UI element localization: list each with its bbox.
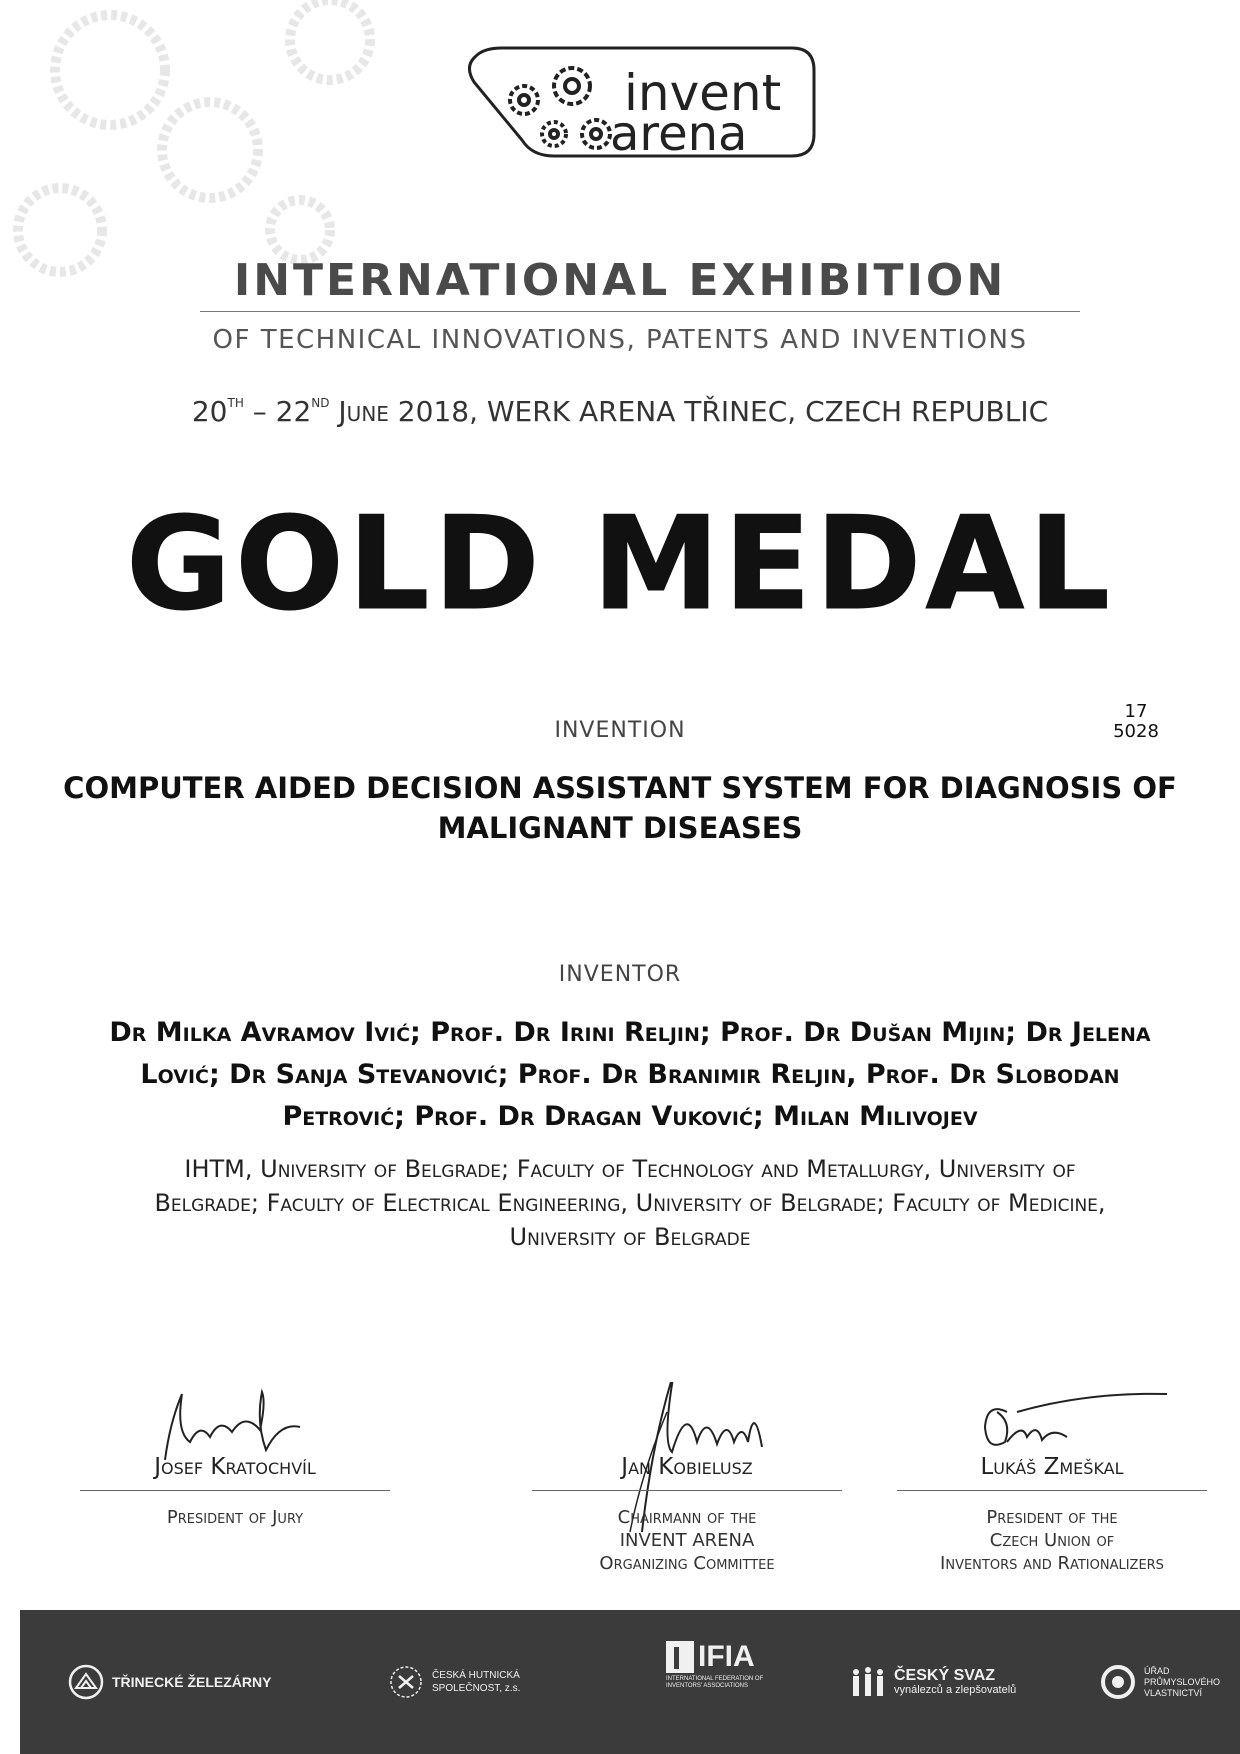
signature-line xyxy=(532,1490,842,1491)
affiliation-line1: IHTM, University of Belgrade; Faculty of Technology and Metallurgy, University of xyxy=(184,1155,1076,1183)
sponsor3-label: IFIA xyxy=(698,1640,755,1673)
logo-word-invent: invent xyxy=(624,64,782,122)
signature-line xyxy=(897,1490,1207,1491)
invent-arena-logo xyxy=(462,42,822,174)
signatory-role-line2: Czech Union of xyxy=(989,1530,1115,1551)
signatory-role-line1: President of Jury xyxy=(166,1507,304,1528)
invention-number-bottom: 5028 xyxy=(1113,721,1159,742)
logo-graphic xyxy=(462,42,822,174)
award-title: GOLD MEDAL xyxy=(126,490,1114,639)
signatory-role-line1: President of the xyxy=(986,1507,1118,1528)
signatory-role-line2: INVENT ARENA xyxy=(619,1530,755,1551)
affiliation-line3: University of Belgrade xyxy=(509,1223,751,1251)
exhibition-dates xyxy=(0,395,1240,428)
sponsor-ifia xyxy=(666,1640,786,1700)
invention-label: INVENTION xyxy=(554,718,686,743)
inventor-names xyxy=(30,1012,1230,1138)
sponsor-urad-prumysloveho-vlastnictvi xyxy=(1100,1652,1220,1712)
date-start-suffix: TH xyxy=(227,396,244,410)
signatory-role xyxy=(887,1506,1217,1575)
date-separator: – xyxy=(243,395,276,428)
invention-number xyxy=(1096,702,1176,742)
sponsor4-line1: ČESKÝ SVAZ xyxy=(894,1667,996,1684)
affiliation-line2: Belgrade; Faculty of Electrical Engineering, University of Belgrade; Faculty of Medicine, xyxy=(154,1189,1106,1217)
sponsor2-line1: ČESKÁ HUTNICKÁ xyxy=(432,1670,520,1681)
date-end-suffix: ND xyxy=(311,396,330,410)
exhibition-title: INTERNATIONAL EXHIBITION xyxy=(233,255,1007,306)
signature-block-union-president xyxy=(887,1382,1217,1582)
invention-number-top: 17 xyxy=(1124,701,1148,722)
sponsor5-line1: ÚŘAD xyxy=(1144,1665,1170,1676)
inventor-names-line1: Dr Milka Avramov Ivić; Prof. Dr Irini Reljin; Prof. Dr Dušan Mijin; Dr Jelena xyxy=(109,1017,1151,1048)
sponsor5-line3: VLASTNICTVÍ xyxy=(1144,1687,1203,1698)
sponsor3-sublabel: INTERNATIONAL FEDERATION OF INVENTORS' ASSOCIATIONS xyxy=(666,1676,764,1689)
signatory-role-line3: Organizing Committee xyxy=(599,1553,775,1574)
sponsor2-line2: SPOLEČNOST, z.s. xyxy=(432,1683,521,1694)
sponsor5-line2: PRŮMYSLOVÉHO xyxy=(1144,1676,1221,1687)
date-start: 20 xyxy=(191,395,228,428)
signatory-name: Jan Kobielusz xyxy=(621,1454,753,1480)
signature-line xyxy=(80,1490,390,1491)
cesky-svaz-people-icon xyxy=(850,1664,886,1700)
sponsor5-label xyxy=(1144,1666,1220,1699)
inventor-names-line3: Petrović; Prof. Dr Dragan Vuković; Milan Milivojev xyxy=(282,1101,978,1132)
sponsor4-line2: vynálezců a zlepšovatelů xyxy=(894,1684,1017,1696)
sponsor-footer-bar xyxy=(20,1610,1240,1754)
date-location: June 2018, WERK ARENA TŘINEC, CZECH REPUBLIC xyxy=(329,395,1049,428)
trinecke-logo-icon xyxy=(68,1664,104,1700)
invention-title-line1: COMPUTER AIDED DECISION ASSISTANT SYSTEM FOR DIAGNOSIS OF xyxy=(63,771,1177,805)
signatory-role-line3: Inventors and Rationalizers xyxy=(940,1553,1164,1574)
sponsor-ceska-hutnicka xyxy=(388,1652,520,1712)
signatory-role-line1: Chairmann of the xyxy=(617,1507,757,1528)
inventor-affiliations xyxy=(40,1152,1220,1254)
signatory-name: Lukáš Zmeškal xyxy=(980,1454,1124,1480)
inventor-label: INVENTOR xyxy=(558,962,682,987)
sponsor-trinecke-zelezarny xyxy=(68,1652,271,1712)
signature-block-jury-president xyxy=(70,1382,400,1552)
date-end: 22 xyxy=(275,395,312,428)
upv-logo-icon xyxy=(1100,1664,1136,1700)
signature-block-committee-chairman xyxy=(522,1382,852,1582)
invention-title xyxy=(60,768,1180,848)
sponsor-cesky-svaz xyxy=(850,1652,1016,1712)
sponsor4-label xyxy=(894,1667,1016,1697)
signatory-role xyxy=(70,1506,400,1529)
exhibition-subtitle: OF TECHNICAL INNOVATIONS, PATENTS AND INVENTIONS xyxy=(212,325,1028,355)
sponsor1-label: TŘINECKÉ ŽELEZÁRNY xyxy=(112,1673,272,1690)
signatory-role xyxy=(522,1506,852,1575)
invention-title-line2: MALIGNANT DISEASES xyxy=(437,811,803,845)
ifia-logo-icon xyxy=(666,1641,694,1673)
inventor-names-line2: Lović; Dr Sanja Stevanović; Prof. Dr Branimir Reljin, Prof. Dr Slobodan xyxy=(140,1059,1120,1090)
sponsor2-label xyxy=(432,1669,520,1695)
title-divider xyxy=(200,311,1080,312)
logo-word-arena: arena xyxy=(610,106,748,162)
signatory-name: Josef Kratochvíl xyxy=(154,1454,316,1480)
hutnicka-logo-icon xyxy=(388,1664,424,1700)
